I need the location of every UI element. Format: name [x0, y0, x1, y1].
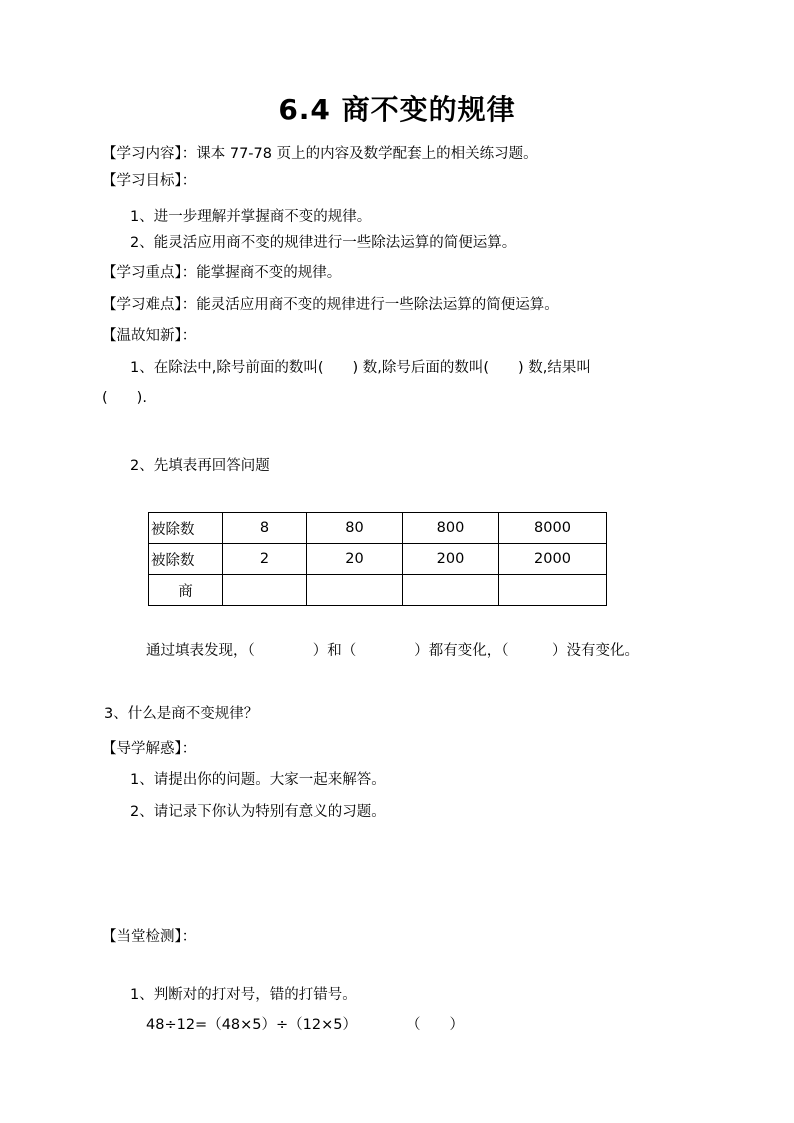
answer-cell[interactable]	[307, 575, 403, 606]
guide-item-1: 1、请提出你的问题。大家一起来解答。	[130, 772, 386, 788]
question-2: 2、先填表再回答问题	[130, 458, 270, 474]
answer-cell[interactable]	[223, 575, 307, 606]
question-1-line-2: ( ).	[102, 390, 147, 406]
difficult-point: 【学习难点】：能灵活应用商不变的规律进行一些除法运算的简便运算。	[102, 297, 559, 313]
check-item-1: 1、判断对的打对号，错的打错号。	[130, 987, 357, 1003]
table-cell: 800	[403, 513, 499, 544]
key-point: 【学习重点】：能掌握商不变的规律。	[102, 265, 342, 281]
goal-item-2: 2、能灵活应用商不变的规律进行一些除法运算的简便运算。	[130, 235, 517, 251]
table-cell: 8000	[499, 513, 607, 544]
answer-blank[interactable]: （ ）	[406, 1017, 464, 1033]
table-row	[149, 544, 607, 575]
table-cell: 2	[223, 544, 307, 575]
table-cell: 200	[403, 544, 499, 575]
expression: 48÷12=（48×5）÷（12×5）	[146, 1017, 358, 1033]
table-cell: 20	[307, 544, 403, 575]
row-header: 被除数	[149, 544, 223, 575]
guide-item-2: 2、请记录下你认为特别有意义的习题。	[130, 804, 386, 820]
page-title: 6.4 商不变的规律	[278, 93, 516, 126]
table-cell: 80	[307, 513, 403, 544]
table-cell: 8	[223, 513, 307, 544]
goal-item-1: 1、进一步理解并掌握商不变的规律。	[130, 209, 372, 225]
learning-content: 【学习内容】：课本 77-78 页上的内容及数学配套上的相关练习题。	[102, 146, 538, 162]
question-3: 3、什么是商不变规律？	[104, 706, 259, 722]
table-row	[149, 513, 607, 544]
question-1-line-1: 1、在除法中,除号前面的数叫( ) 数,除号后面的数叫( ) 数,结果叫	[130, 360, 591, 376]
discovery-sentence: 通过填表发现，（ ）和（ ）都有变化，（ ）没有变化。	[146, 643, 639, 659]
row-header: 被除数	[149, 513, 223, 544]
fill-in-table	[148, 512, 607, 606]
table-cell: 2000	[499, 544, 607, 575]
table-row	[149, 575, 607, 606]
answer-cell[interactable]	[499, 575, 607, 606]
learning-goals-heading: 【学习目标】：	[102, 173, 197, 189]
row-header: 商	[149, 575, 223, 606]
check-heading: 【当堂检测】：	[102, 929, 197, 945]
answer-cell[interactable]	[403, 575, 499, 606]
guide-heading: 【导学解惑】：	[102, 741, 197, 757]
review-heading: 【温故知新】：	[102, 328, 197, 344]
